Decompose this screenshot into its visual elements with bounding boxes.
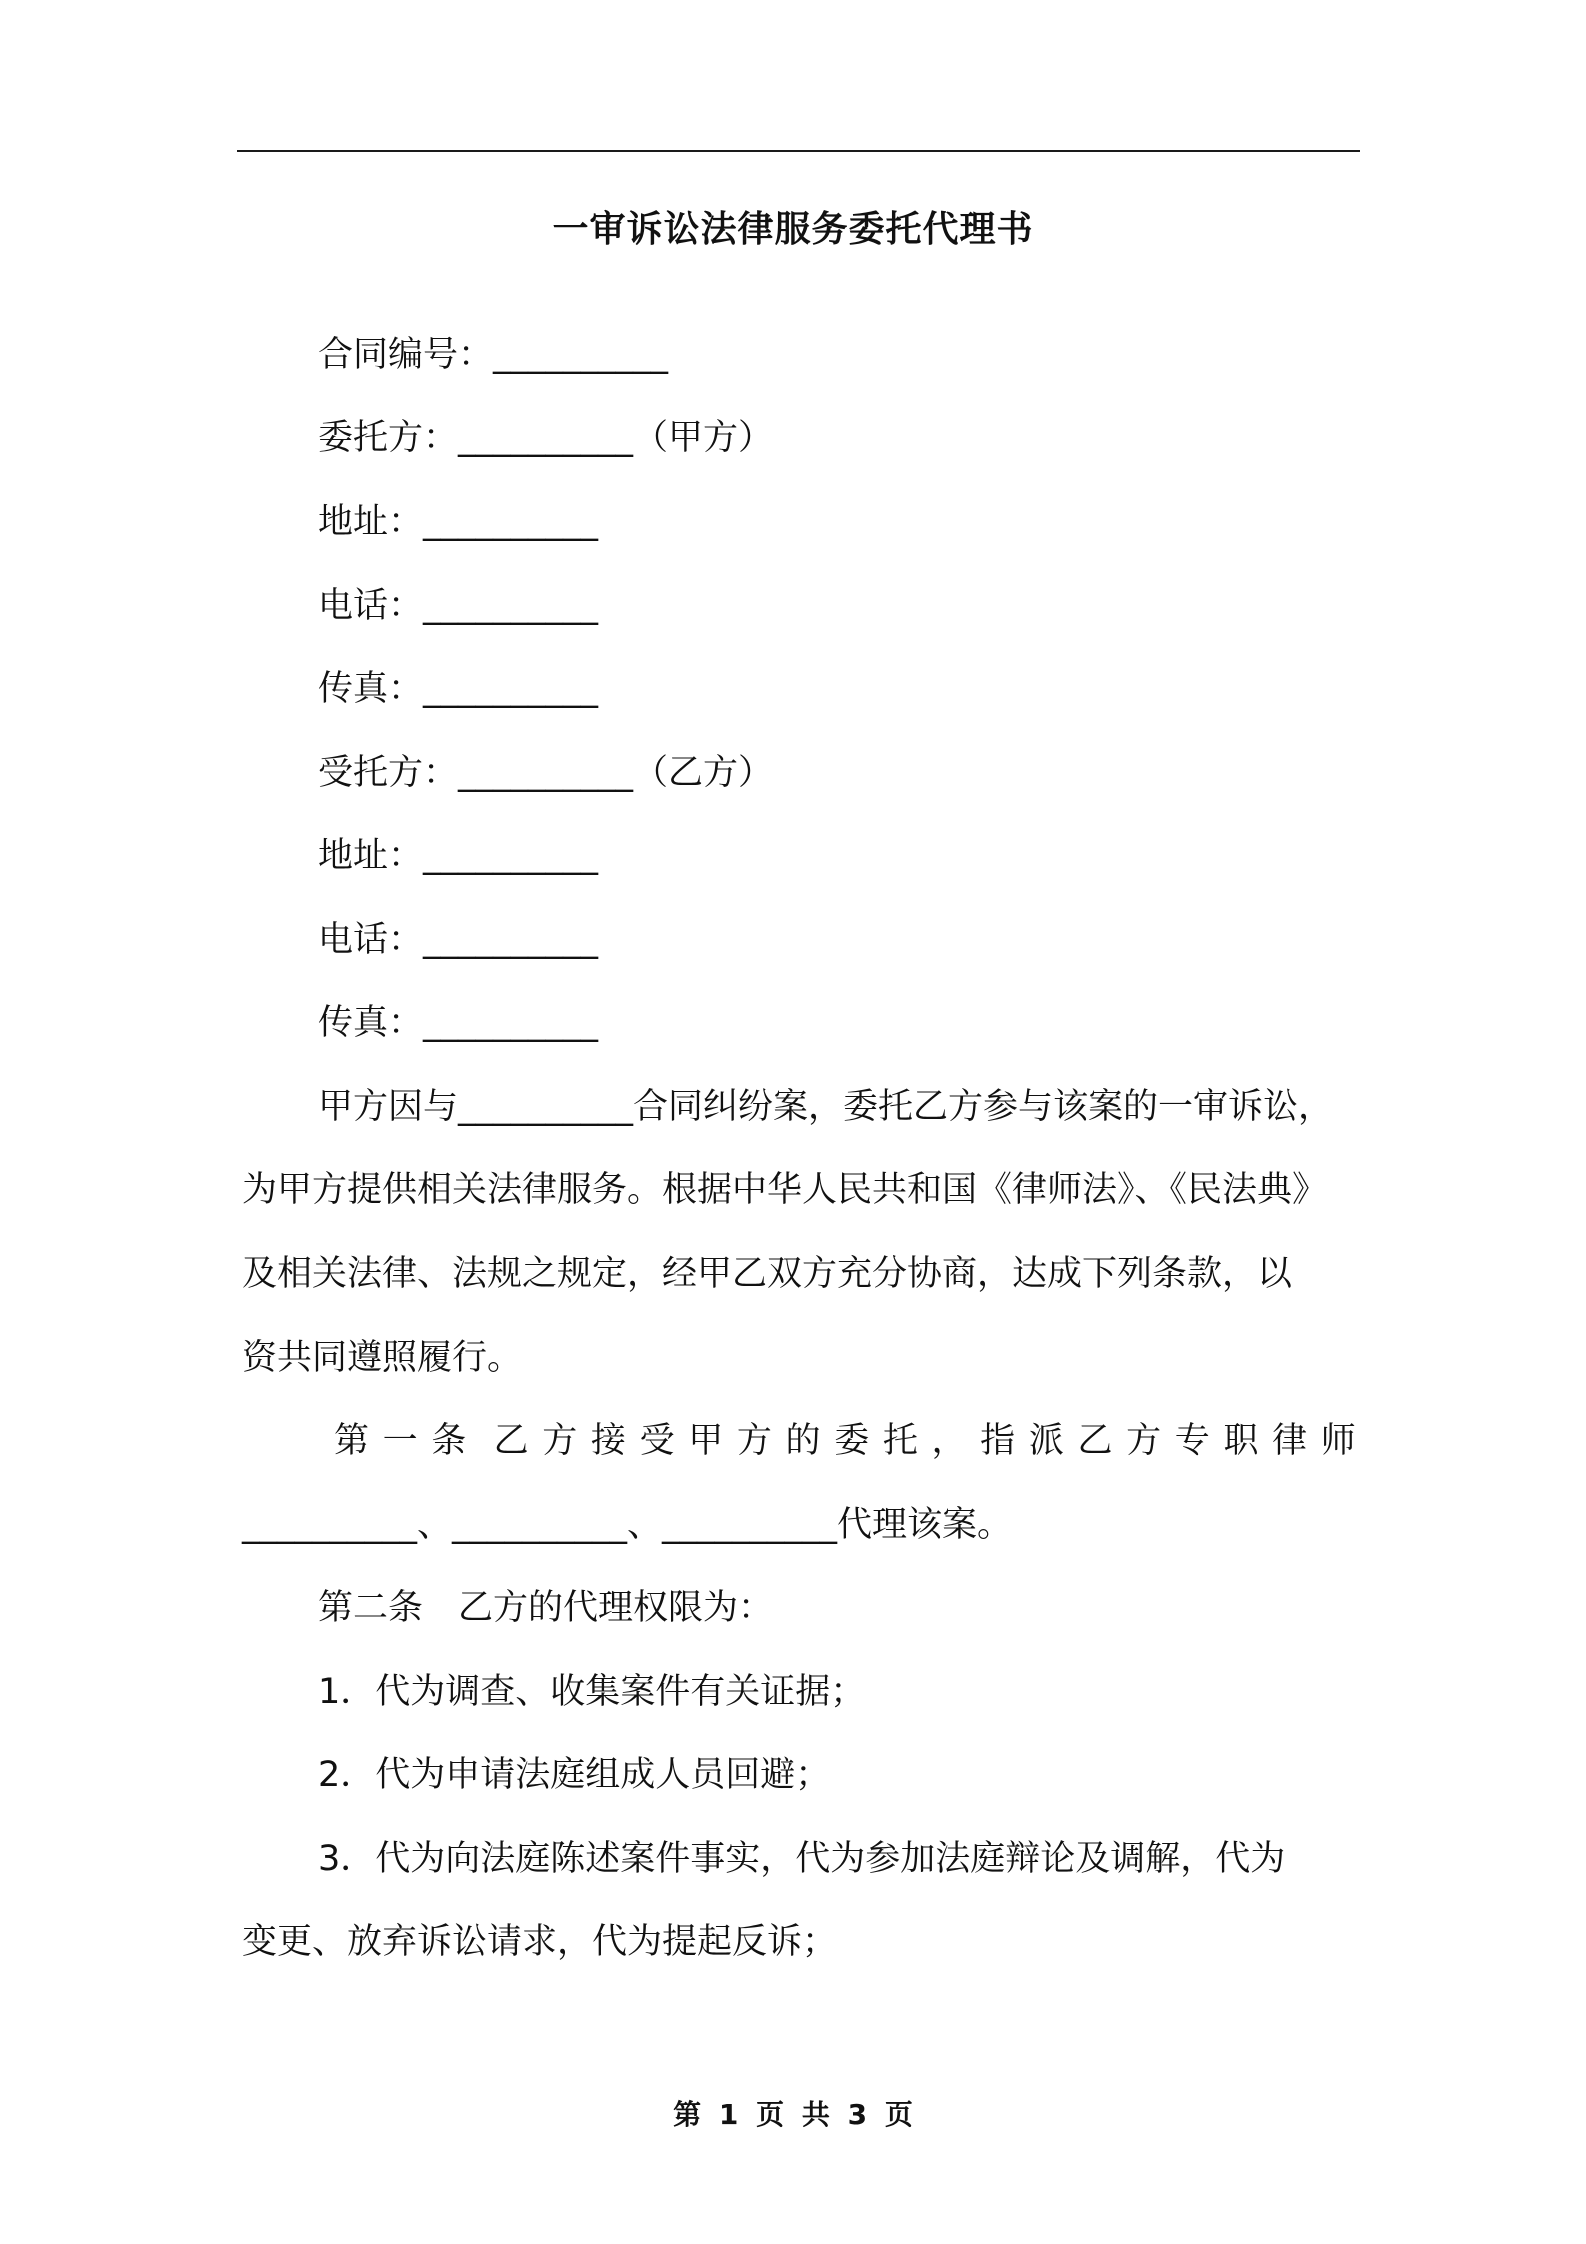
field-agent: 受托方：__________（乙方） (318, 753, 774, 793)
intro-line-3: 及相关法律、法规之规定，经甲乙双方充分协商，达成下列条款，以 (242, 1254, 1293, 1294)
intro-line-4: 资共同遵照履行。 (242, 1338, 523, 1378)
article-2-item-2: 2．代为申请法庭组成人员回避； (318, 1755, 831, 1795)
header-rule (237, 150, 1360, 152)
article-1-char: 师 (1320, 1421, 1356, 1461)
article-1-char: 甲 (688, 1421, 724, 1461)
field-principal-phone: 电话：__________ (318, 586, 599, 626)
article-1-char: 托 (882, 1421, 918, 1461)
article-2-item-3-line-1: 3．代为向法庭陈述案件事实，代为参加法庭辩论及调解，代为 (318, 1839, 1286, 1879)
page-number: 第 1 页 共 3 页 (673, 2098, 913, 2131)
intro-line-2: 为甲方提供相关法律服务。根据中华人民共和国《律师法》、《民法典》 (242, 1170, 1328, 1210)
article-1-char: 接 (590, 1421, 626, 1461)
article-1-char: 指 (980, 1421, 1016, 1461)
article-1-char: 委 (834, 1421, 870, 1461)
article-1-char: 方 (542, 1421, 578, 1461)
article-1-char: 专 (1174, 1421, 1210, 1461)
field-principal-fax: 传真：__________ (318, 669, 599, 709)
article-2-heading: 第二条 乙方的代理权限为： (318, 1588, 774, 1628)
article-1-line-2: __________、__________、__________代理该案。 (242, 1505, 1013, 1545)
article-1-char: 受 (639, 1421, 675, 1461)
article-1-char: ， (931, 1421, 967, 1461)
article-1-char: 律 (1272, 1421, 1308, 1461)
article-1-char: 第 (334, 1421, 370, 1461)
field-agent-fax: 传真：__________ (318, 1003, 599, 1043)
document-title: 一审诉讼法律服务委托代理书 (552, 209, 1034, 250)
field-agent-phone: 电话：__________ (318, 920, 599, 960)
article-1-char: 职 (1223, 1421, 1259, 1461)
article-1-char: 条 (431, 1421, 467, 1461)
field-principal-address: 地址：__________ (318, 502, 599, 542)
article-1-char: 方 (736, 1421, 772, 1461)
article-1-char: 一 (382, 1421, 418, 1461)
article-2-item-3-line-2: 变更、放弃诉讼请求，代为提起反诉； (242, 1922, 838, 1962)
article-1-char: 的 (785, 1421, 821, 1461)
article-2-item-1: 1．代为调查、收集案件有关证据； (318, 1672, 866, 1712)
article-1-line-1 (334, 1411, 1356, 1471)
article-1-char: 乙 (1077, 1421, 1113, 1461)
field-agent-address: 地址：__________ (318, 836, 599, 876)
article-1-char: 方 (1126, 1421, 1162, 1461)
intro-line-1: 甲方因与__________合同纠纷案，委托乙方参与该案的一审诉讼， (318, 1087, 1334, 1127)
field-contract-no: 合同编号：__________ (318, 335, 669, 375)
article-1-char: 乙 (493, 1421, 529, 1461)
field-principal: 委托方：__________（甲方） (318, 418, 774, 458)
article-1-char: 派 (1028, 1421, 1064, 1461)
